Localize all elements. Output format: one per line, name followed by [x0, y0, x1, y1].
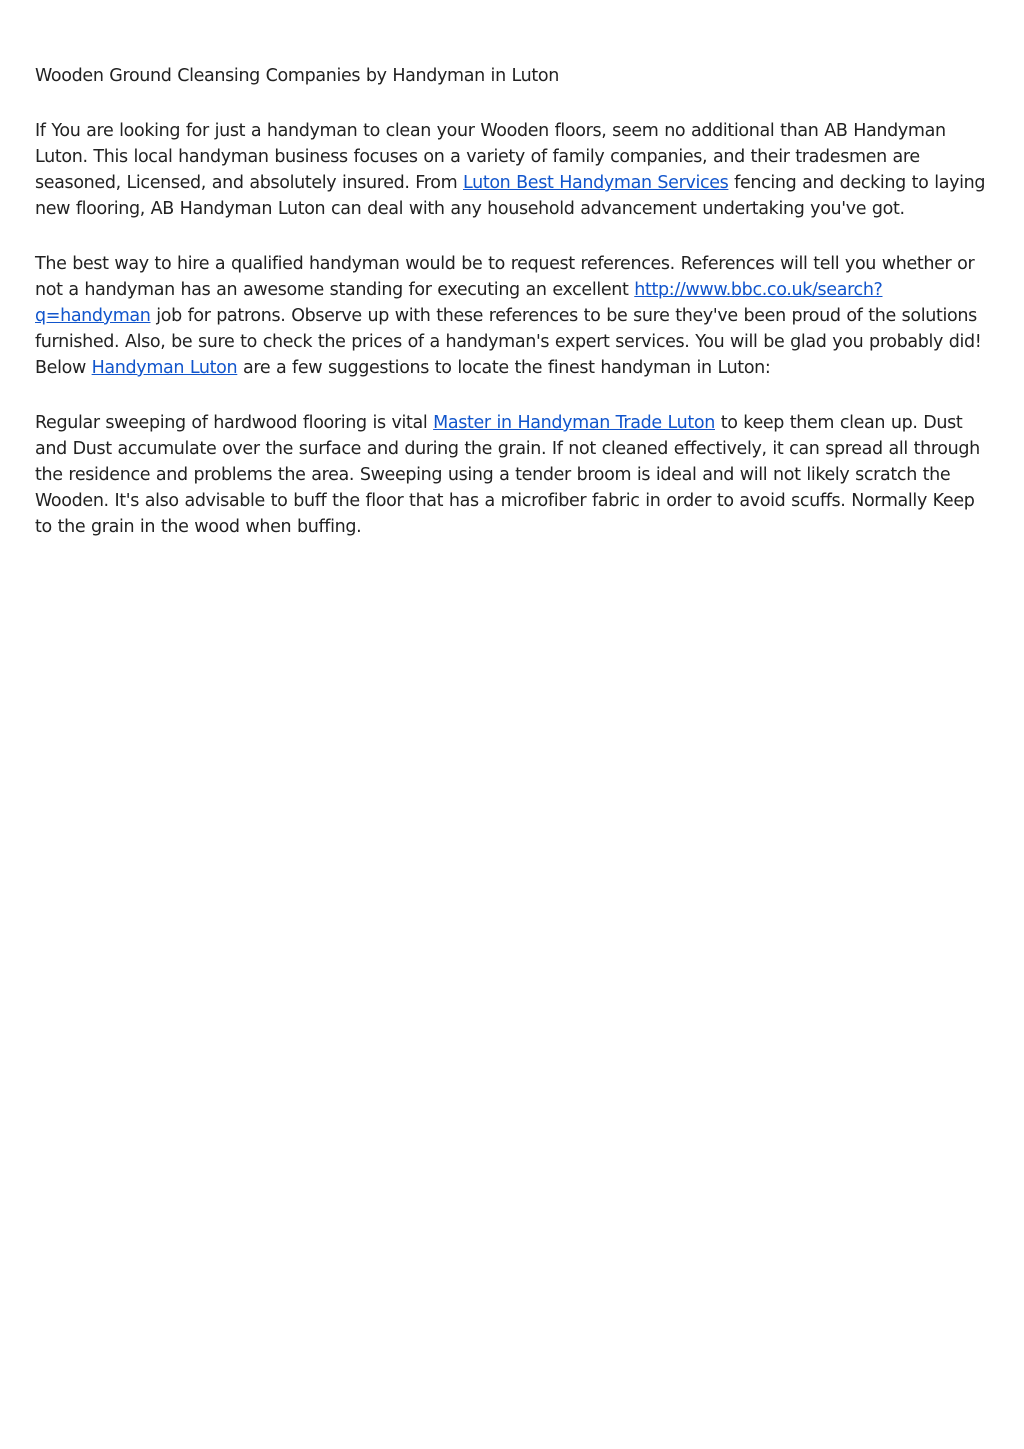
paragraph-intro — [35, 118, 995, 222]
document-body — [35, 63, 995, 569]
bbc-search-link[interactable]: http://www.bbc.co.uk/search?q=handyman — [35, 280, 883, 326]
paragraph-sweeping — [35, 410, 995, 540]
handyman-luton-link[interactable]: Handyman Luton — [91, 358, 238, 378]
luton-best-handyman-services-link[interactable]: Luton Best Handyman Services — [462, 173, 729, 193]
paragraph-sweeping-text-2: to keep them clean up. Dust and Dust accumulate over the surface and during the grain. If not cleaned effectively, it can spread all through the residence and problems the area. Sweeping using a tender broom is ideal and will not likely scratch the Wooden. It's also advisable to buff the floor that has a microfiber fabric in order to avoid scuffs. Normally Keep to the grain in the wood when buffing. — [35, 413, 980, 537]
paragraph-references-text-3: are a few suggestions to locate the finest handyman in Luton: — [237, 358, 771, 378]
paragraph-references — [35, 251, 995, 381]
document-title: Wooden Ground Cleansing Companies by Handyman in Luton — [35, 66, 559, 86]
paragraph-intro-text-2: fencing and decking to laying new flooring, AB Handyman Luton can deal with any household advancement undertaking you've got. — [35, 173, 986, 219]
paragraph-references-text-1: The best way to hire a qualified handyman would be to request references. References will tell you whether or not a handyman has an awesome standing for executing an excellent — [35, 254, 975, 300]
paragraph-references-text-2: job for patrons. Observe up with these references to be sure they've been proud of the solutions furnished. Also, be sure to check the prices of a handyman's expert services. You will be glad you probably did! Below — [35, 306, 982, 378]
master-handyman-trade-luton-link[interactable]: Master in Handyman Trade Luton — [433, 413, 715, 433]
paragraph-sweeping-text-1: Regular sweeping of hardwood flooring is vital — [35, 413, 434, 433]
paragraph-intro-text-1: If You are looking for just a handyman to clean your Wooden floors, seem no additional than AB Handyman Luton. This local handyman business focuses on a variety of family companies, and their tradesmen are seasoned, Licensed, and absolutely insured. From — [35, 121, 946, 193]
